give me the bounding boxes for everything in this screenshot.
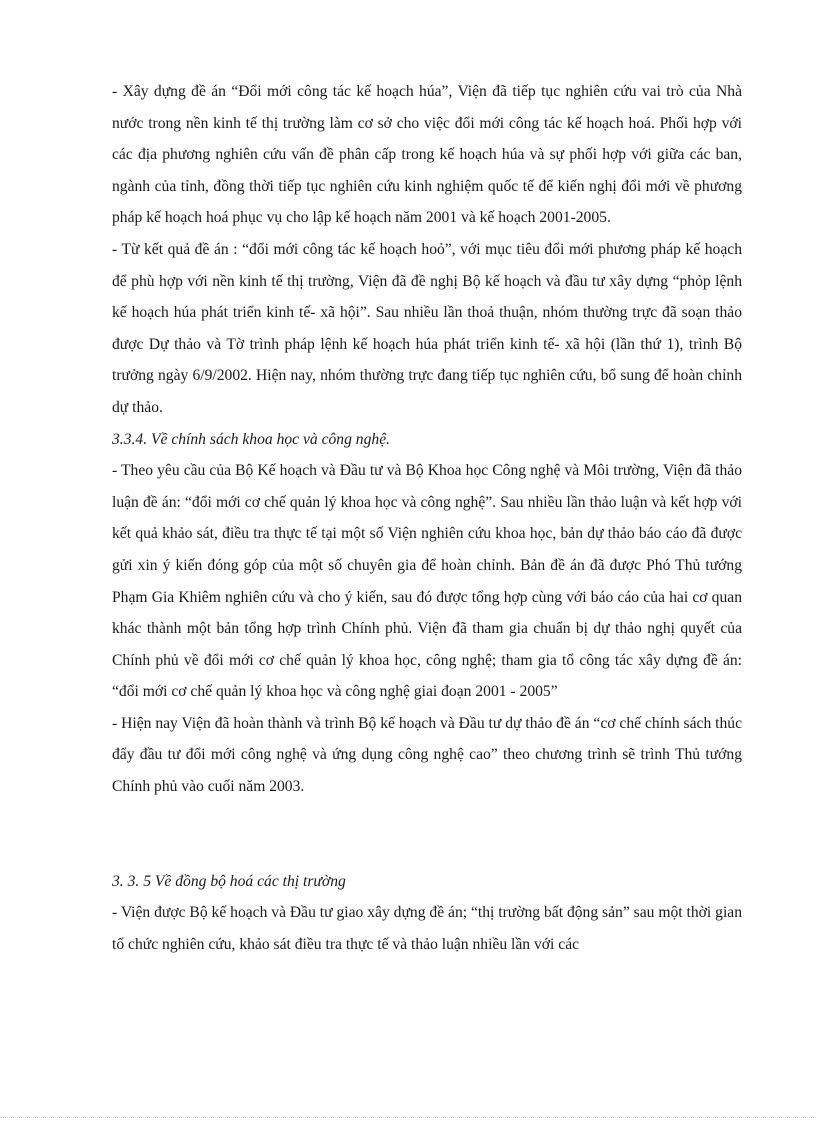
document-page [112,76,742,960]
paragraph-real-estate-market: - Viện được Bộ kế hoạch và Đầu tư giao xây dựng đề án; “thị trường bất động sản” sau một thời gian tổ chức nghiên cứu, khảo sát điều tra thực tế và thảo luận nhiều lần với các [112,904,742,953]
paragraph-science-management: - Theo yêu cầu của Bộ Kế hoạch và Đầu tư và Bộ Khoa học Công nghệ và Môi trường, Viện đã thảo luận đề án: “đổi mới cơ chế quản lý khoa học và công nghệ”. Sau nhiều lần thảo luận và kết hợp với kết quả khảo sát, điều tra thực tế tại một số Viện nghiên cứu khoa học, bản dự thảo báo cáo đã được gửi xin ý kiến đóng góp của một số chuyên gia để hoàn chỉnh. Bản đề án đã được Phó Thủ tướng Phạm Gia Khiêm nghiên cứu và cho ý kiến, sau đó được tổng hợp cùng với báo cáo của hai cơ quan khác thành một bản tổng hợp trình Chính phủ. Viện đã tham gia chuẩn bị dự thảo nghị quyết của Chính phủ về đổi mới cơ chế quản lý khoa học, công nghệ; tham gia tổ công tác xây dựng đề án: “đổi mới cơ chế quản lý khoa học và công nghệ giai đoạn 2001 - 2005” [112,462,742,701]
paragraph-planning-ordinance: - Từ kết quả đề án : “đổi mới công tác kế hoạch hoỏ”, với mục tiêu đổi mới phương pháp kế hoạch để phù hợp với nền kinh tế thị trường, Viện đã đề nghị Bộ kế hoạch và đầu tư xây dựng “phỏp lệnh kế hoạch húa phát triển kinh tế- xã hội”. Sau nhiều lần thoả thuận, nhóm thường trực đã soạn thảo được Dự thảo và Tờ trình pháp lệnh kế hoạch húa phát triển kinh tế- xã hội (lần thứ 1), trình Bộ trưởng ngày 6/9/2002. Hiện nay, nhóm thường trực đang tiếp tục nghiên cứu, bổ sung để hoàn chỉnh dự thảo. [112,240,742,416]
paragraph-technology-investment: - Hiện nay Viện đã hoàn thành và trình Bộ kế hoạch và Đầu tư dự thảo đề án “cơ chế chính sách thúc đẩy đầu tư đổi mới công nghệ và ứng dụng công nghệ cao” theo chương trình sẽ trình Thủ tướng Chính phủ vào cuối năm 2003. [112,714,742,796]
page-bottom-divider [0,1117,816,1118]
paragraph-planning-reform: - Xây dựng đề án “Đổi mới công tác kế hoạch húa”, Viện đã tiếp tục nghiên cứu vai trò của Nhà nước trong nền kinh tế thị trường làm cơ sở cho việc đổi mới công tác kế hoạch hoá. Phối hợp với các địa phương nghiên cứu vấn đề phân cấp trong kế hoạch húa và sự phối hợp với giữa các ban, ngành của tỉnh, đồng thời tiếp tục nghiên cứu kinh nghiệm quốc tế để kiến nghị đổi mới về phương pháp kế hoạch hoá phục vụ cho lập kế hoạch năm 2001 và kế hoạch 2001-2005. [112,83,742,227]
section-heading-market-synchronization: 3. 3. 5 Về đồng bộ hoá các thị trường [112,872,346,890]
section-heading-science-technology: 3.3.4. Về chính sách khoa học và công nghệ. [112,430,391,448]
